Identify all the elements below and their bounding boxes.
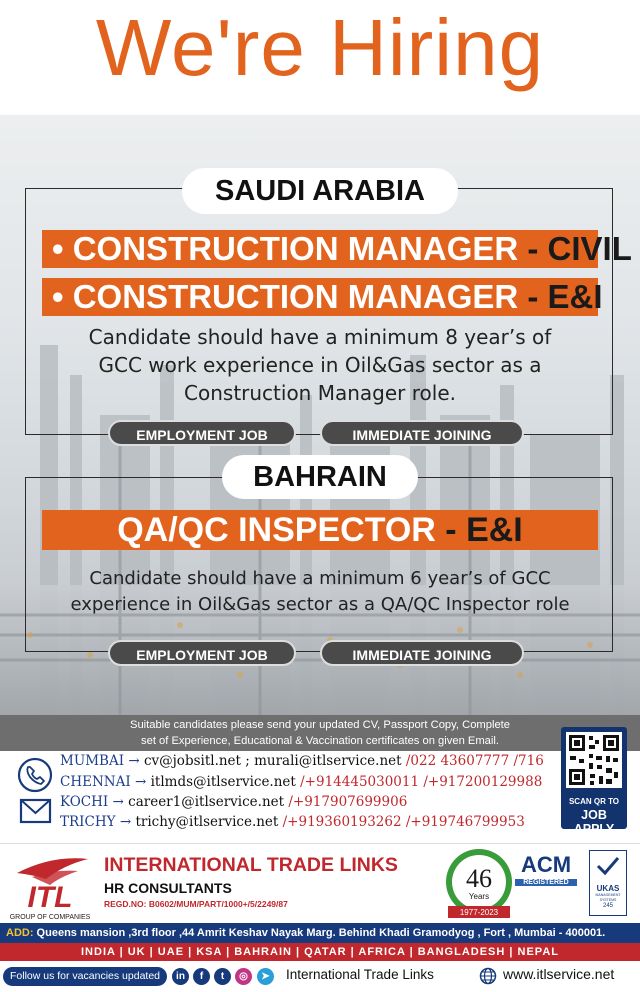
job-construction-manager-civil <box>42 230 632 268</box>
ukas-number: 245 <box>602 903 613 909</box>
qr-apply-label[interactable]: JOB APPLY <box>573 808 615 836</box>
twitter-icon[interactable]: t <box>214 968 231 985</box>
qr-apply-card[interactable] <box>561 727 627 836</box>
facebook-icon[interactable]: f <box>193 968 210 985</box>
arrow-icon: → <box>115 814 136 830</box>
office-address <box>0 923 640 943</box>
contact-email[interactable]: cv@jobsitl.net ; murali@itlservice.net <box>143 753 402 769</box>
bahrain-country-label: BAHRAIN <box>222 455 418 499</box>
job-title: • CONSTRUCTION MANAGER <box>52 230 519 267</box>
contact-city: KOCHI <box>60 794 109 810</box>
years-range: 1977-2023 <box>459 908 499 917</box>
description-line: Construction Manager role. <box>184 381 456 405</box>
header <box>0 0 640 115</box>
company-subtitle: HR CONSULTANTS <box>104 880 232 896</box>
immediate-joining-badge: IMMEDIATE JOINING <box>320 640 524 666</box>
company-panel <box>0 843 640 923</box>
contact-email[interactable]: itlmds@itlservice.net <box>150 774 296 790</box>
bahrain-section <box>25 477 613 652</box>
logo-text: ITL <box>27 881 73 914</box>
description-line: Candidate should have a minimum 8 year’s of <box>88 325 552 349</box>
contact-phone[interactable]: /022 43607777 /716 <box>401 753 544 769</box>
description-line: GCC work experience in Oil&Gas sector as a <box>98 353 542 377</box>
employment-job-badge: EMPLOYMENT JOB <box>108 640 296 666</box>
phone-icon <box>19 759 51 791</box>
brand-name: International Trade Links <box>286 967 434 982</box>
contacts-panel <box>0 751 640 843</box>
qr-scan-label: SCAN QR TO <box>568 797 620 806</box>
contact-phone[interactable]: /+917907699906 <box>284 794 408 810</box>
qr-code-icon[interactable] <box>566 732 622 788</box>
job-construction-manager-ei <box>42 278 603 316</box>
contact-phone[interactable]: /+914445030011 /+917200129988 <box>295 774 543 790</box>
ukas-subtitle: MANAGEMENT SYSTEMS <box>595 893 621 902</box>
contact-city: CHENNAI <box>60 774 131 790</box>
website-link[interactable]: www.itlservice.net <box>503 966 615 982</box>
arrow-icon: → <box>108 794 129 810</box>
years-number: 46 <box>466 864 492 893</box>
job-qaqc-inspector-ei <box>42 510 598 550</box>
arrow-icon: → <box>124 753 144 769</box>
instagram-icon[interactable]: ◎ <box>235 968 252 985</box>
country-list: INDIA | UK | UAE | KSA | BAHRAIN | QATAR | AFRICA | BANGLADESH | NEPAL <box>0 943 640 961</box>
globe-icon <box>479 967 497 985</box>
job-specialty: - CIVIL <box>518 230 632 267</box>
company-name: INTERNATIONAL TRADE LINKS <box>104 854 398 876</box>
description-line: Candidate should have a minimum 6 year’s of GCC <box>89 568 551 589</box>
notice-line: set of Experience, Educational & Vaccination certificates on given Email. <box>141 735 499 747</box>
arrow-icon: → <box>130 774 151 790</box>
mail-icon <box>21 800 50 822</box>
acm-registered: REGISTERED <box>515 879 577 886</box>
job-title: • CONSTRUCTION MANAGER <box>52 278 519 315</box>
description-line: experience in Oil&Gas sector as a QA/QC Inspector role <box>70 594 570 615</box>
job-specialty: - E&I <box>435 511 523 549</box>
crown-check-icon <box>594 854 622 880</box>
acm-text: ACM <box>520 852 572 877</box>
notice-line: Suitable candidates please send your updated CV, Passport Copy, Complete <box>130 719 510 731</box>
follow-us-badge[interactable]: Follow us for vacancies updated <box>3 967 167 986</box>
itl-logo <box>9 849 92 921</box>
job-title: QA/QC INSPECTOR <box>117 511 436 549</box>
footer <box>0 961 640 992</box>
contact-kochi <box>60 794 407 810</box>
linkedin-icon[interactable]: in <box>172 968 189 985</box>
ukas-badge <box>589 850 627 916</box>
years-label: Years <box>468 892 490 901</box>
application-notice <box>0 715 640 751</box>
contact-mumbai <box>60 753 544 769</box>
contact-trichy <box>60 814 525 830</box>
company-registration: REGD.NO: B0602/MUM/PART/1000+/5/2249/87 <box>104 899 288 909</box>
acm-logo <box>515 852 577 886</box>
employment-job-badge: EMPLOYMENT JOB <box>108 420 296 446</box>
anniversary-badge <box>442 846 516 924</box>
telegram-icon[interactable]: ➤ <box>257 968 274 985</box>
contact-chennai <box>60 774 542 790</box>
contact-email[interactable]: career1@itlservice.net <box>128 794 285 810</box>
saudi-country-label: SAUDI ARABIA <box>182 168 458 214</box>
ukas-text: UKAS <box>596 884 620 893</box>
page-title: We're Hiring <box>95 3 545 92</box>
address-text: Queens mansion ,3rd floor ,44 Amrit Keshav Nayak Marg. Behind Khadi Gramodyog , Fort , Mumbai - 400001. <box>33 927 606 939</box>
job-specialty: - E&I <box>518 278 603 315</box>
saudi-description <box>40 323 600 407</box>
logo-group-text: GROUP OF COMPANIES <box>9 914 91 921</box>
contact-city: MUMBAI <box>60 753 125 769</box>
contact-phone[interactable]: /+919360193262 /+919746799953 <box>278 814 525 830</box>
address-label: ADD: <box>6 927 34 939</box>
immediate-joining-badge: IMMEDIATE JOINING <box>320 420 524 446</box>
contact-icons <box>12 753 62 843</box>
contact-city: TRICHY <box>60 814 116 830</box>
contact-email[interactable]: trichy@itlservice.net <box>135 814 279 830</box>
bahrain-description <box>30 566 610 618</box>
